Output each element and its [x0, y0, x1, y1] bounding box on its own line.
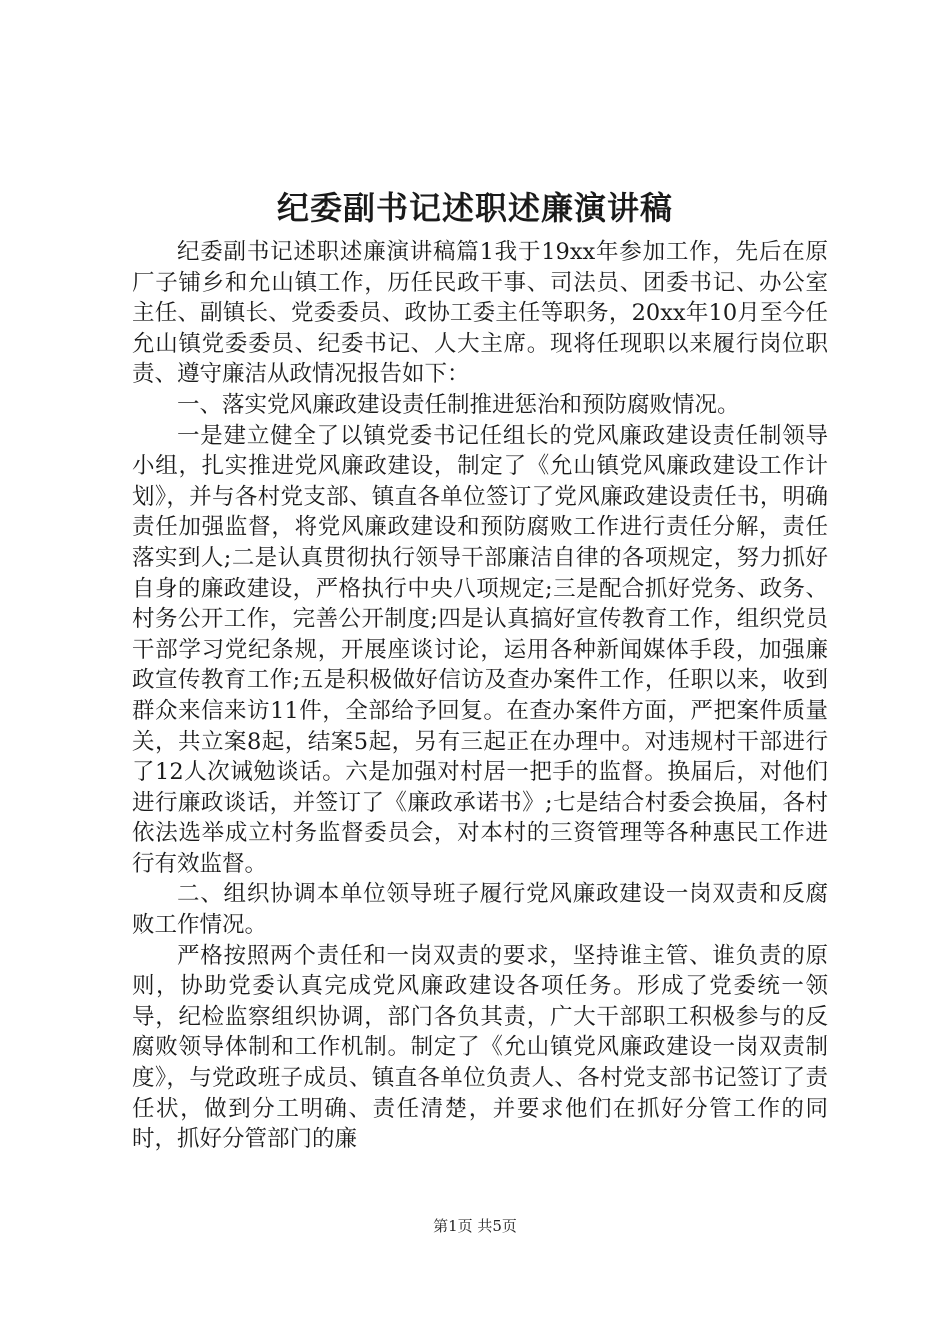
section-heading-one: 一、落实党风廉政建设责任制推进惩治和预防腐败情况。 — [177, 391, 740, 418]
page-number-footer: 第1页 共5页 — [433, 1217, 517, 1235]
document-body — [132, 237, 828, 1155]
section-heading-two: 二、组织协调本单位领导班子履行党风廉政建设一岗双责和反腐败工作情况。 — [132, 881, 828, 939]
paragraph-section-one: 一是建立健全了以镇党委书记任组长的党风廉政建设责任制领导小组，扎实推进党风廉政建设，制定了《允山镇党风廉政建设工作计划》，并与各村党支部、镇直各单位签订了党风廉政建设责任书，明确责任加强监督，将党风廉政建设和预防腐败工作进行责任分解，责任落实到人;二是认真贯彻执行领导干部廉洁自律的各项规定，努力抓好自身的廉政建设，严格执行中央八项规定;三是配合抓好党务、政务、村务公开工作，完善公开制度;四是认真搞好宣传教育工作，组织党员干部学习党纪条规，开展座谈讨论，运用各种新闻媒体手段，加强廉政宣传教育工作;五是积极做好信访及查办案件工作，任职以来，收到群众来信来访11件，全部给予回复。在查办案件方面，严把案件质量关，共立案8起，结案5起，另有三起正在办理中。对违规村干部进行了12人次诫勉谈话。六是加强对村居一把手的监督。换届后，对他们进行廉政谈话，并签订了《廉政承诺书》;七是结合村委会换届，各村依法选举成立村务监督委员会，对本村的三资管理等各种惠民工作进行有效监督。 — [132, 422, 828, 877]
document-title: 纪委副书记述职述廉演讲稿 — [276, 189, 673, 227]
paragraph-intro: 纪委副书记述职述廉演讲稿篇1我于19xx年参加工作，先后在原厂子铺乡和允山镇工作，历任民政干事、司法员、团委书记、办公室主任、副镇长、党委委员、政协工委主任等职务，20xx年10月至今任允山镇党委委员、纪委书记、人大主席。现将任现职以来履行岗位职责、遵守廉洁从政情况报告如下： — [132, 239, 828, 388]
paragraph-section-two: 严格按照两个责任和一岗双责的要求，坚持谁主管、谁负责的原则，协助党委认真完成党风廉政建设各项任务。形成了党委统一领导，纪检监察组织协调，部门各负其责，广大干部职工积极参与的反腐败领导体制和工作机制。制定了《允山镇党风廉政建设一岗双责制度》，与党政班子成员、镇直各单位负责人、各村党支部书记签订了责任状，做到分工明确、责任清楚，并要求他们在抓好分管工作的同时，抓好分管部门的廉 — [132, 942, 828, 1153]
